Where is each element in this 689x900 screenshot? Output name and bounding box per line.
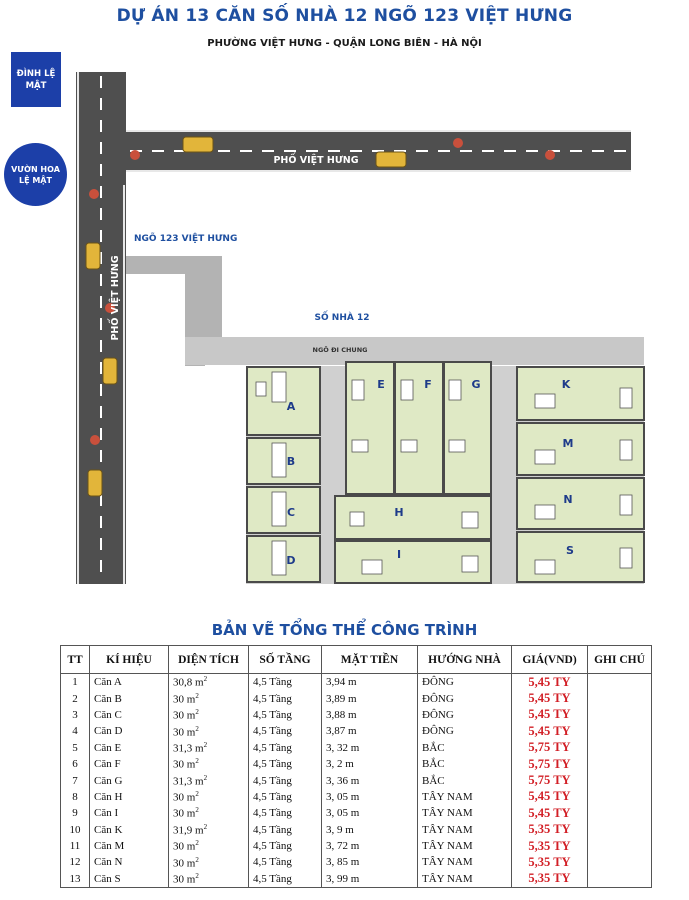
cell-gia: 5,45 TY [512, 690, 588, 706]
cell-so-tang: 4,5 Tầng [249, 805, 322, 821]
cell-gia: 5,45 TY [512, 789, 588, 805]
unit-label-g: G [471, 378, 481, 391]
cell-ki-hieu: Căn M [90, 838, 169, 854]
cell-gia: 5,75 TY [512, 740, 588, 756]
area-unit-superscript: 2 [195, 790, 199, 799]
house-number-label: SỐ NHÀ 12 [314, 313, 370, 323]
cell-gia: 5,45 TY [512, 805, 588, 821]
header-ghi-chu: GHI CHÚ [588, 646, 652, 674]
cell-ki-hieu: Căn A [90, 674, 169, 691]
header-dien-tich: DIỆN TÍCH [169, 646, 249, 674]
table-row [61, 723, 652, 739]
cell-so-tang: 4,5 Tầng [249, 789, 322, 805]
cell-mat-tien: 3, 05 m [322, 805, 418, 821]
cell-ki-hieu: Căn E [90, 740, 169, 756]
table-row [61, 805, 652, 821]
cell-huong-nha: TÂY NAM [418, 822, 512, 838]
area-unit-superscript: 2 [195, 872, 199, 881]
cell-so-tang: 4,5 Tầng [249, 756, 322, 772]
table-row [61, 740, 652, 756]
cell-huong-nha: BẮC [418, 740, 512, 756]
cell-dien-tich: 31,3 $m^2$ [169, 740, 249, 756]
area-unit-superscript: 2 [195, 724, 199, 733]
cell-huong-nha: ĐÔNG [418, 690, 512, 706]
cell-huong-nha: TÂY NAM [418, 854, 512, 870]
cell-dien-tich: 30 $m^2$ [169, 756, 249, 772]
cell-mat-tien: 3, 85 m [322, 854, 418, 870]
header-gia: GIÁ(VND) [512, 646, 588, 674]
cell-dien-tich: 30 $m^2$ [169, 871, 249, 888]
cell-gia: 5,35 TY [512, 822, 588, 838]
vuon-hoa-badge: VƯỜN HOA LỆ MẬT [4, 143, 67, 206]
cell-ki-hieu: Căn C [90, 707, 169, 723]
area-unit-superscript: 2 [195, 708, 199, 717]
table-row [61, 674, 652, 691]
cell-ki-hieu: Căn K [90, 822, 169, 838]
area-unit-superscript: 2 [203, 822, 208, 831]
cell-ghi-chu [588, 740, 652, 756]
unit-label-b: B [286, 455, 296, 468]
area-unit-superscript: 2 [203, 740, 208, 749]
cell-dien-tich: 30 $m^2$ [169, 707, 249, 723]
cell-ghi-chu [588, 756, 652, 772]
cell-ghi-chu [588, 822, 652, 838]
cell-mat-tien: 3,87 m [322, 723, 418, 739]
cell-dien-tich: 30 $m^2$ [169, 854, 249, 870]
cell-mat-tien: 3,94 m [322, 674, 418, 691]
header-ki-hieu: KÍ HIỆU [90, 646, 169, 674]
cell-ghi-chu [588, 805, 652, 821]
area-unit-superscript: 2 [203, 675, 208, 684]
cell-mat-tien: 3, 72 m [322, 838, 418, 854]
table-header-row [61, 646, 652, 674]
unit-label-f: F [424, 378, 432, 391]
table-row [61, 854, 652, 870]
cell-gia: 5,45 TY [512, 674, 588, 691]
cell-so-tang: 4,5 Tầng [249, 822, 322, 838]
cell-ghi-chu [588, 854, 652, 870]
cell-mat-tien: 3, 9 m [322, 822, 418, 838]
cell-tt: 13 [61, 871, 90, 888]
cell-huong-nha: TÂY NAM [418, 789, 512, 805]
cell-dien-tich: 30 $m^2$ [169, 805, 249, 821]
cell-gia: 5,75 TY [512, 772, 588, 788]
cell-tt: 12 [61, 854, 90, 870]
cell-ki-hieu: Căn G [90, 772, 169, 788]
cell-so-tang: 4,5 Tầng [249, 707, 322, 723]
unit-label-k: K [561, 378, 571, 391]
street-label-horizontal: PHỐ VIỆT HƯNG [273, 155, 359, 166]
cell-ghi-chu [588, 674, 652, 691]
cell-so-tang: 4,5 Tầng [249, 871, 322, 888]
cell-dien-tich: 31,3 $m^2$ [169, 772, 249, 788]
cell-tt: 9 [61, 805, 90, 821]
unit-table [60, 645, 652, 888]
table-row [61, 822, 652, 838]
area-unit-superscript: 2 [195, 855, 199, 864]
cell-ki-hieu: Căn B [90, 690, 169, 706]
alley-123 [126, 256, 644, 366]
shared-alley-label: NGÕ ĐI CHUNG [312, 346, 368, 354]
cell-mat-tien: 3, 32 m [322, 740, 418, 756]
cell-ki-hieu: Căn N [90, 854, 169, 870]
cell-dien-tich: 30 $m^2$ [169, 723, 249, 739]
cell-tt: 7 [61, 772, 90, 788]
cell-so-tang: 4,5 Tầng [249, 838, 322, 854]
cell-tt: 5 [61, 740, 90, 756]
unit-label-d: D [286, 554, 296, 567]
building-lots [246, 362, 644, 584]
header-tt: TT [61, 646, 90, 674]
cell-huong-nha: BẮC [418, 772, 512, 788]
cell-so-tang: 4,5 Tầng [249, 772, 322, 788]
unit-label-i: I [396, 548, 402, 561]
cell-ki-hieu: Căn S [90, 871, 169, 888]
table-row [61, 772, 652, 788]
cell-gia: 5,35 TY [512, 838, 588, 854]
cell-dien-tich: 30,8 $m^2$ [169, 674, 249, 691]
page-subtitle: PHƯỜNG VIỆT HƯNG - QUẬN LONG BIÊN - HÀ NỘI [207, 38, 482, 49]
cell-huong-nha: ĐÔNG [418, 674, 512, 691]
unit-label-s: S [566, 544, 574, 557]
cell-gia: 5,75 TY [512, 756, 588, 772]
cell-mat-tien: 3, 05 m [322, 789, 418, 805]
cell-ghi-chu [588, 772, 652, 788]
cell-ghi-chu [588, 707, 652, 723]
cell-tt: 2 [61, 690, 90, 706]
page-title: DỰ ÁN 13 CĂN SỐ NHÀ 12 NGÕ 123 VIỆT HƯNG [116, 6, 573, 26]
cell-mat-tien: 3, 36 m [322, 772, 418, 788]
cell-tt: 10 [61, 822, 90, 838]
unit-label-h: H [394, 506, 404, 519]
dinh-le-mat-badge: ĐÌNH LỆ MẬT [11, 52, 61, 107]
cell-gia: 5,45 TY [512, 723, 588, 739]
table-row [61, 871, 652, 888]
cell-mat-tien: 3,88 m [322, 707, 418, 723]
cell-huong-nha: ĐÔNG [418, 723, 512, 739]
header-mat-tien: MẶT TIỀN [322, 646, 418, 674]
section-title: BẢN VẼ TỔNG THỂ CÔNG TRÌNH [211, 621, 478, 639]
cell-ki-hieu: Căn H [90, 789, 169, 805]
table-row [61, 756, 652, 772]
cell-ghi-chu [588, 789, 652, 805]
cell-tt: 4 [61, 723, 90, 739]
cell-tt: 1 [61, 674, 90, 691]
unit-label-c: C [286, 506, 296, 519]
alley-label: NGÕ 123 VIỆT HƯNG [134, 234, 238, 244]
table-row [61, 838, 652, 854]
header-so-tang: SỐ TẦNG [249, 646, 322, 674]
cell-gia: 5,35 TY [512, 854, 588, 870]
cell-ki-hieu: Căn I [90, 805, 169, 821]
cell-tt: 8 [61, 789, 90, 805]
unit-label-e: E [377, 378, 385, 391]
cell-dien-tich: 30 $m^2$ [169, 789, 249, 805]
street-label-vertical: PHỐ VIỆT HƯNG [110, 255, 121, 341]
table-row [61, 707, 652, 723]
unit-label-m: M [562, 437, 574, 450]
cell-ghi-chu [588, 838, 652, 854]
cell-ghi-chu [588, 723, 652, 739]
cell-ghi-chu [588, 690, 652, 706]
cell-so-tang: 4,5 Tầng [249, 854, 322, 870]
table-row [61, 690, 652, 706]
unit-label-a: A [286, 400, 296, 413]
area-unit-superscript: 2 [195, 757, 199, 766]
cell-so-tang: 4,5 Tầng [249, 723, 322, 739]
area-unit-superscript: 2 [195, 839, 199, 848]
cell-huong-nha: TÂY NAM [418, 838, 512, 854]
cell-mat-tien: 3, 99 m [322, 871, 418, 888]
cell-huong-nha: ĐÔNG [418, 707, 512, 723]
cell-tt: 3 [61, 707, 90, 723]
area-unit-superscript: 2 [203, 773, 208, 782]
unit-label-n: N [563, 493, 573, 506]
cell-so-tang: 4,5 Tầng [249, 690, 322, 706]
cell-so-tang: 4,5 Tầng [249, 740, 322, 756]
cell-gia: 5,35 TY [512, 871, 588, 888]
cell-gia: 5,45 TY [512, 707, 588, 723]
cell-mat-tien: 3, 2 m [322, 756, 418, 772]
cell-ki-hieu: Căn D [90, 723, 169, 739]
header-huong-nha: HƯỚNG NHÀ [418, 646, 512, 674]
cell-huong-nha: TÂY NAM [418, 871, 512, 888]
cell-dien-tich: 31,9 $m^2$ [169, 822, 249, 838]
cell-ghi-chu [588, 871, 652, 888]
area-unit-superscript: 2 [195, 691, 199, 700]
cell-huong-nha: BẮC [418, 756, 512, 772]
table-row [61, 789, 652, 805]
cell-mat-tien: 3,89 m [322, 690, 418, 706]
cell-dien-tich: 30 $m^2$ [169, 838, 249, 854]
cell-so-tang: 4,5 Tầng [249, 674, 322, 691]
cell-tt: 11 [61, 838, 90, 854]
cell-huong-nha: TÂY NAM [418, 805, 512, 821]
cell-tt: 6 [61, 756, 90, 772]
area-unit-superscript: 2 [195, 806, 199, 815]
cell-ki-hieu: Căn F [90, 756, 169, 772]
cell-dien-tich: 30 $m^2$ [169, 690, 249, 706]
